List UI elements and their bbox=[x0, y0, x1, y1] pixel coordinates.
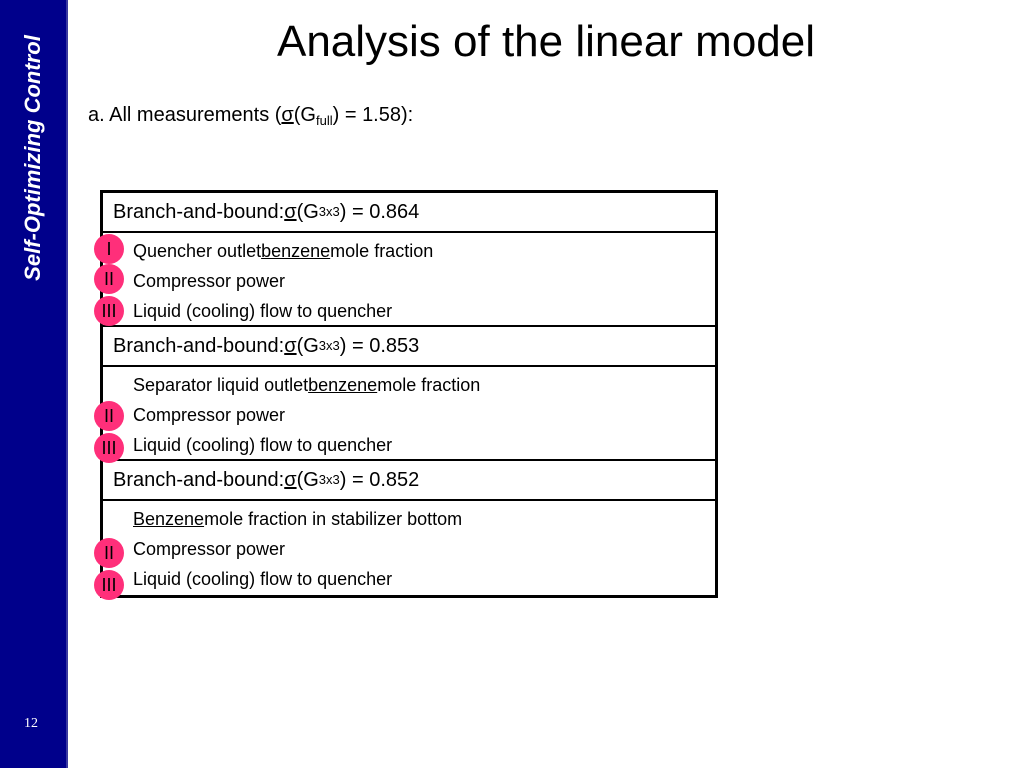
group-header: Branch-and-bound: σ (G 3x3 ) = 0.852 bbox=[103, 461, 715, 501]
measurement-group bbox=[103, 367, 715, 461]
sidebar bbox=[0, 0, 68, 768]
measurement-item: Liquid (cooling) flow to quencher bbox=[133, 300, 393, 321]
roman-numeral-badge: III bbox=[94, 433, 124, 463]
results-table bbox=[100, 190, 718, 598]
roman-numeral-badge: II bbox=[94, 401, 124, 431]
measurement-item: Compressor power bbox=[133, 270, 286, 291]
measurement-item: Compressor power bbox=[133, 404, 286, 425]
measurement-item: Benzene mole fraction in stabilizer bottom bbox=[133, 508, 463, 529]
measurement-item: Compressor power bbox=[133, 538, 286, 559]
measurement-group bbox=[103, 501, 715, 595]
roman-numeral-badge: II bbox=[94, 264, 124, 294]
measurement-item: Separator liquid outlet benzene mole fraction bbox=[133, 374, 481, 395]
sidebar-title: Self-Optimizing Control bbox=[20, 35, 45, 281]
measurement-item: Quencher outlet benzene mole fraction bbox=[133, 240, 434, 261]
group-header: Branch-and-bound: σ (G 3x3 ) = 0.864 bbox=[103, 193, 715, 233]
measurement-item: Liquid (cooling) flow to quencher bbox=[133, 434, 393, 455]
measurement-group bbox=[103, 233, 715, 327]
measurement-item: Liquid (cooling) flow to quencher bbox=[133, 568, 393, 589]
roman-numeral-badge: III bbox=[94, 296, 124, 326]
group-header: Branch-and-bound: σ (G 3x3 ) = 0.853 bbox=[103, 327, 715, 367]
slide-subtitle: a. All measurements $(\sigma(G_{full}) = 1.58)$: bbox=[88, 104, 414, 128]
page-number: 12 bbox=[24, 716, 38, 731]
roman-numeral-badge: I bbox=[94, 234, 124, 264]
roman-numeral-badge: III bbox=[94, 570, 124, 600]
slide-title: Analysis of the linear model bbox=[276, 17, 816, 66]
roman-numeral-badge: II bbox=[94, 538, 124, 568]
